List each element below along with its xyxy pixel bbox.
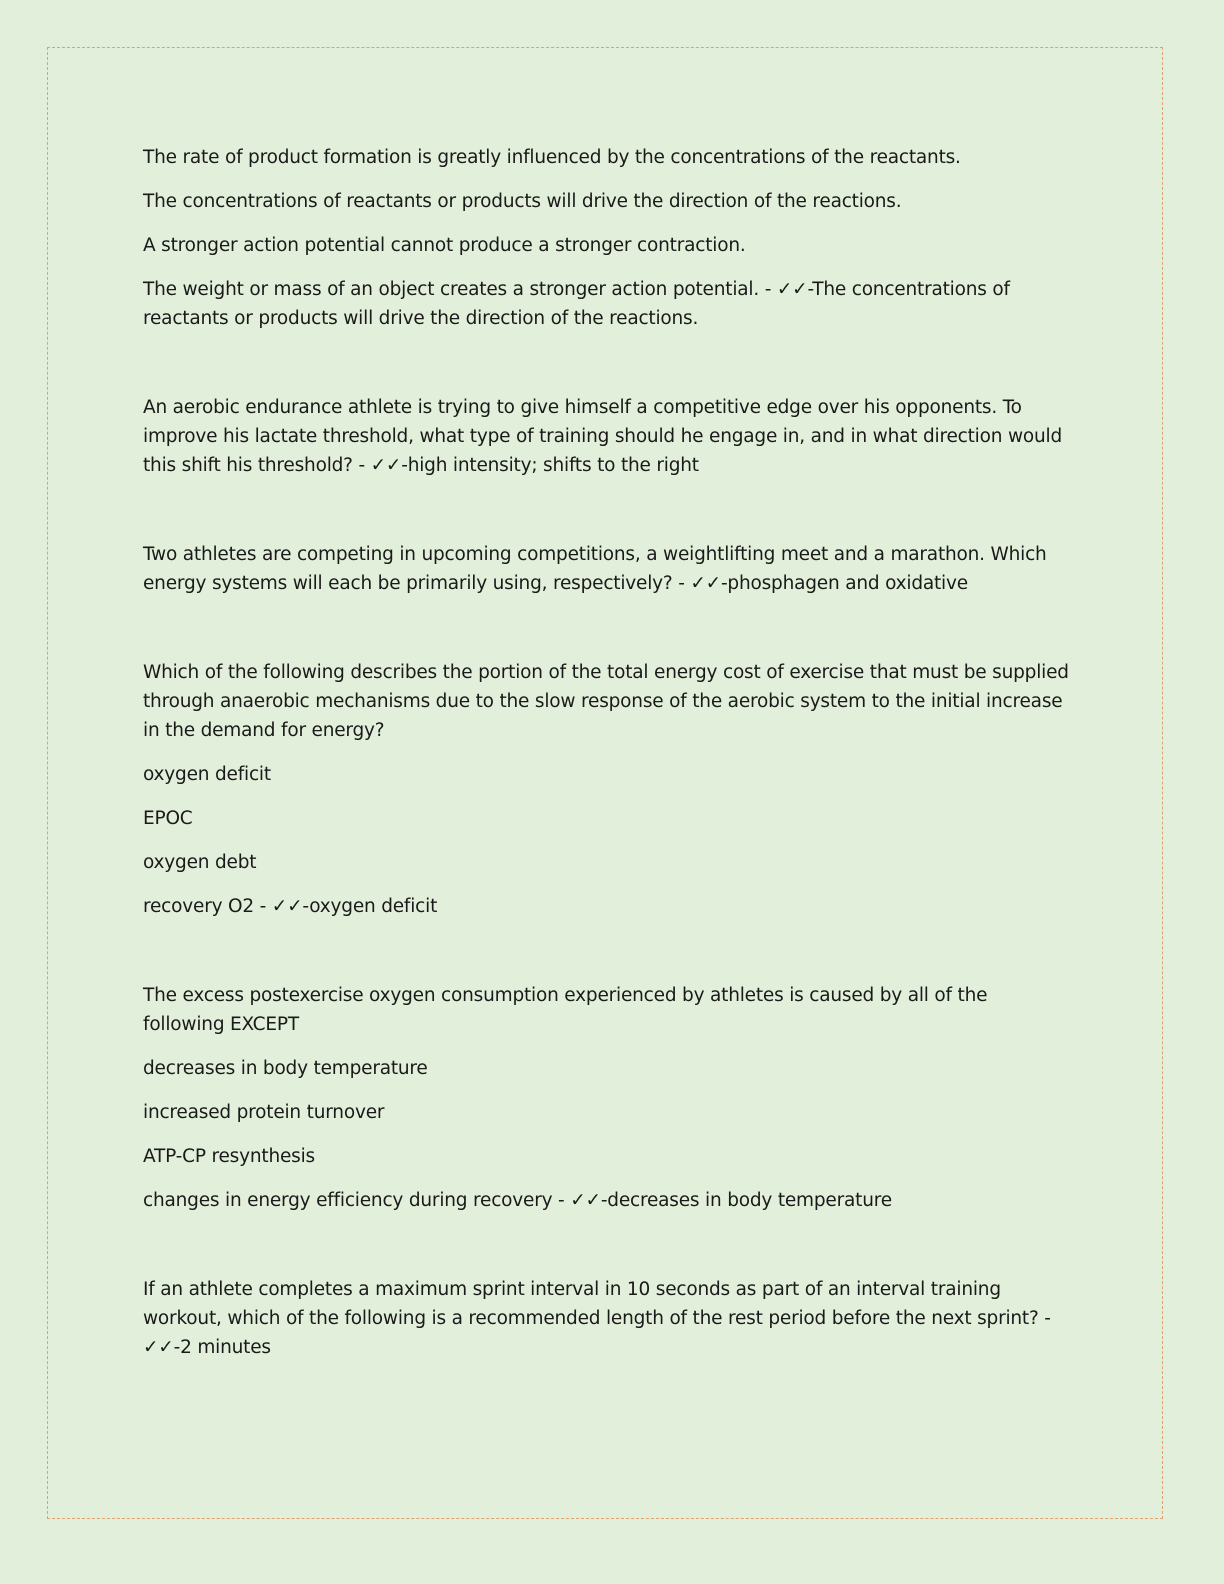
option: recovery O2 - ✓✓-oxygen deficit xyxy=(143,896,438,917)
paragraph: The concentrations of reactants or products will drive the direction of the reactions. xyxy=(143,191,902,212)
qa-block-2 xyxy=(143,393,1073,480)
paragraph: An aerobic endurance athlete is trying to give himself a competitive edge over his opponents. To improve his lactate threshold, what type of training should he engage in, and in what direction would this shift his threshold? - ✓✓-high intensity; shifts to the right xyxy=(143,397,1063,476)
qa-block-5 xyxy=(143,981,1073,1215)
paragraph: The excess postexercise oxygen consumption experienced by athletes is caused by all of the following EXCEPT xyxy=(143,985,988,1035)
option: oxygen debt xyxy=(143,852,257,873)
option: oxygen deficit xyxy=(143,764,271,785)
qa-block-3 xyxy=(143,540,1073,598)
option: ATP-CP resynthesis xyxy=(143,1146,315,1167)
qa-block-4 xyxy=(143,658,1073,921)
document-body xyxy=(143,143,1073,1377)
paragraph: The weight or mass of an object creates a stronger action potential. - ✓✓-The concentrations of reactants or products will drive the direction of the reactions. xyxy=(143,279,1010,329)
option: decreases in body temperature xyxy=(143,1058,428,1079)
qa-block-1 xyxy=(143,143,1073,333)
paragraph: If an athlete completes a maximum sprint interval in 10 seconds as part of an interval training workout, which of the following is a recommended length of the rest period before the next sprint? - ✓✓-2 minutes xyxy=(143,1279,1051,1358)
option: increased protein turnover xyxy=(143,1102,385,1123)
paragraph: Which of the following describes the portion of the total energy cost of exercise that must be supplied through anaerobic mechanisms due to the slow response of the aerobic system to the initial increase in the demand for energy? xyxy=(143,662,1069,741)
paragraph: Two athletes are competing in upcoming competitions, a weightlifting meet and a marathon. Which energy systems will each be primarily using, respectively? - ✓✓-phosphagen and oxidative xyxy=(143,544,1047,594)
qa-block-6 xyxy=(143,1275,1073,1362)
option: changes in energy efficiency during recovery - ✓✓-decreases in body temperature xyxy=(143,1190,892,1211)
paragraph: The rate of product formation is greatly influenced by the concentrations of the reactants. xyxy=(143,147,961,168)
option: EPOC xyxy=(143,808,193,829)
paragraph: A stronger action potential cannot produce a stronger contraction. xyxy=(143,235,746,256)
